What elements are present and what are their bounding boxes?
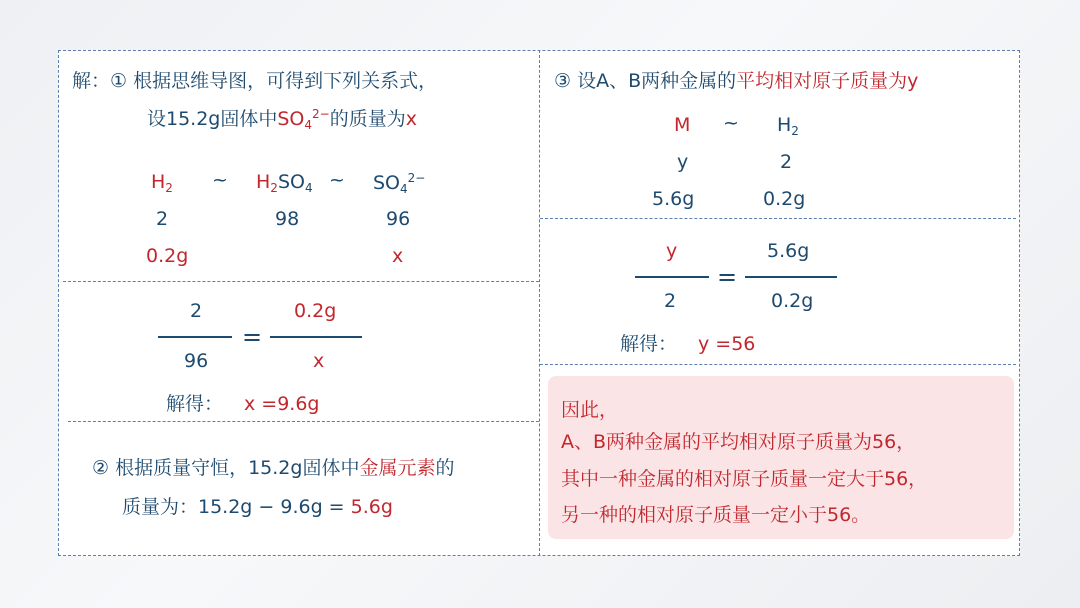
rel-hydrogen: $H_2$ [777, 114, 799, 138]
rel-h2so4: $H_2SO_4$ [256, 171, 313, 195]
rel-h2: $H_2$ [151, 171, 173, 195]
frac4-denominator: 0.2g [771, 290, 814, 312]
conclusion-line-2: A、B两种金属的平均相对原子质量为56， [561, 431, 916, 453]
sulfate-formula: $SO_4^{2-}$ [277, 107, 330, 132]
rel-h2-actual: 0.2g [146, 245, 189, 267]
left-divider-2 [68, 421, 539, 422]
equals-sign-left: = [242, 323, 263, 351]
solve-value-right: y =56 [698, 333, 756, 355]
step1-line1: 解：① 根据思维导图，可得到下列关系式， [72, 70, 438, 92]
frac2-bar [270, 336, 362, 338]
rel-tilde-2: ~ [329, 169, 345, 191]
rel-hydrogen-actual: 0.2g [763, 188, 806, 210]
conclusion-line-1: 因此， [561, 399, 619, 421]
frac3-denominator: 2 [664, 290, 677, 312]
frac3-numerator: y [666, 240, 678, 262]
rel-metal: M [674, 114, 691, 136]
rel-metal-actual: 5.6g [652, 188, 695, 210]
rel-h2so4-mass: 98 [275, 208, 300, 230]
frac3-bar [635, 276, 709, 278]
step2-line1: ② 根据质量守恒，15.2g固体中金属元素的 [92, 457, 455, 479]
step1-mid: 的质量为 [329, 108, 406, 130]
frac1-bar [158, 336, 232, 338]
frac1-numerator: 2 [190, 300, 203, 322]
left-divider-1 [63, 281, 539, 282]
solve-value-left: x =9.6g [244, 393, 320, 415]
solve-label-right: 解得： [620, 333, 678, 355]
step1-line2 [147, 107, 417, 132]
rel-metal-mass: y [677, 151, 689, 173]
rel-hydrogen-mass: 2 [780, 151, 793, 173]
equals-sign-right: = [717, 263, 738, 291]
solve-label-left: 解得： [166, 393, 224, 415]
rel-tilde-1: ~ [212, 169, 228, 191]
step1-prefix: 设15.2g固体中 [147, 108, 278, 130]
step1-variable: x [405, 108, 417, 130]
conclusion-line-3: 其中一种金属的相对原子质量一定大于56， [561, 468, 928, 490]
frac4-bar [745, 276, 837, 278]
step3-line: ③ 设A、B两种金属的平均相对原子质量为y [554, 70, 919, 92]
step2-line2: 质量为：15.2g − 9.6g = 5.6g [122, 496, 393, 518]
rel-h2-mass: 2 [156, 208, 169, 230]
rel-tilde-right: ~ [723, 112, 739, 134]
rel-so4-actual: x [392, 245, 404, 267]
frac2-numerator: 0.2g [294, 300, 337, 322]
frac2-denominator: x [313, 350, 325, 372]
column-divider [539, 50, 540, 556]
frac1-denominator: 96 [184, 350, 209, 372]
frac4-numerator: 5.6g [767, 240, 810, 262]
rel-so4-mass: 96 [386, 208, 411, 230]
right-divider-2 [540, 364, 1016, 365]
rel-so4: $SO_4^{2-}$ [373, 171, 426, 196]
conclusion-line-4: 另一种的相对原子质量一定小于56。 [561, 504, 871, 526]
right-divider-1 [540, 218, 1016, 219]
